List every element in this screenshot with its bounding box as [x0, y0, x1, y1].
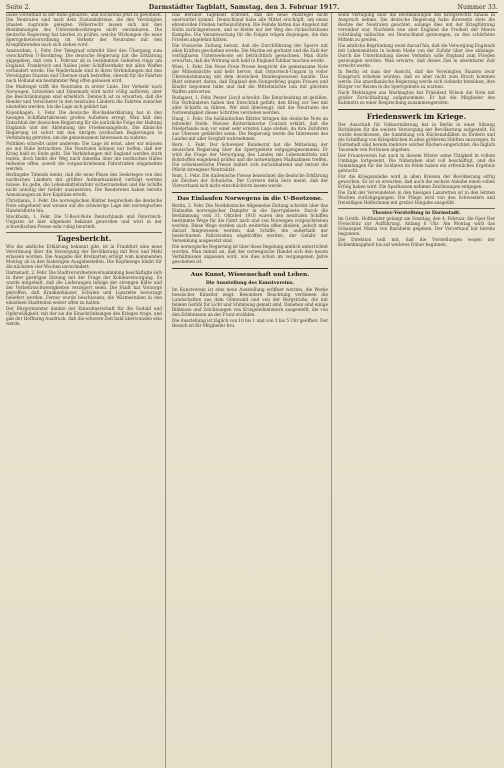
- article-paragraph: Kopenhagen, 1. Febr. Die deutsche Blockadeerklärung hat in den hiesigen Schiffahrtskreisen großes Aufsehen erregt. Man hält den Entschluß der deutschen Regierung für die natürliche Folge der Haltung Englands und der Ablehnung des Friedensangebots. Die dänische Regierung ist sofort mit den übrigen nordischen Regierungen in Verbindung getreten, um die gemeinsamen Interessen zu wahren.: [6, 111, 162, 141]
- page-header: [6, 4, 498, 13]
- article-paragraph: Wie die amtliche Erklärung bekannt gibt, ist in Frankfurt eine neue Verordnung über die Versorgung der Bevölkerung mit Brot und Mehl erlassen worden. Die Ausgabe der Brotkarten erfolgt vom kommenden Montag ab in den bisherigen Ausgabestellen. Die Kopfmenge bleibt für die nächsten vier Wochen unverändert.: [6, 244, 162, 270]
- article-paragraph: Die Direktion teilt mit, daß die Vorstellungen wegen der Kohlenknappheit bis auf weiteres früher beginnen.: [338, 238, 495, 249]
- section-heading: Das Einlaufen Norwegens in die U-Bootzone.: [177, 196, 323, 202]
- masthead-title: Darmstädter Tagblatt, Samstag, den 3. Februar 1917.: [148, 4, 340, 11]
- columns: [6, 13, 498, 768]
- article-paragraph: Darmstadt, 2. Febr. Die Stadtverordnetenversammlung beschäftigte sich in ihrer gestrigen Sitzung mit der Frage der Kohlenversorgung. Es wurde mitgeteilt, daß die Lieferungen infolge der strengen Kälte und der Verkehrsschwierigkeiten verzögert seien. Die Stadt hat Vorsorge getroffen, daß Krankenhäuser, Schulen und Lazarette bevorzugt beliefert werden. Ferner wurde beschlossen, die Wärmestuben in den einzelnen Stadtteilen weiter offen zu halten.: [6, 270, 162, 306]
- article-paragraph: Die Ausstellung ist täglich von 10 bis 1 und von 3 bis 5 Uhr geöffnet. Der Besuch ist für Mitglieder frei.: [172, 318, 328, 329]
- section-heading: Tagesbericht.: [56, 234, 112, 243]
- article-paragraph: Bern, 1. Febr. Der Schweizer Bundesrat hat die Mitteilung der deutschen Regierung über die Sperrgebiete entgegengenommen. Er wird die Frage der Versorgung des Landes mit Lebensmitteln und Rohstoffen eingehend prüfen und die notwendigen Maßnahmen treffen. Die schweizerische Presse äußert sich zurückhaltend und betont die Pflicht strengster Neutralität.: [172, 143, 328, 173]
- column-rule: [172, 268, 328, 269]
- article-paragraph: seine Verfügung über die Bestimmungen des Kriegsrechts hinaus in Anspruch nehme. Die deutsche Regierung habe ihrerseits stets die Rechte der Neutralen geachtet, solange dies mit der Kriegführung vereinbar war. Nachdem nun aber England die Freiheit der Meere vollständig mißachte, sei Deutschland gezwungen, zu den schärfsten Mitteln zu greifen.: [338, 13, 495, 43]
- column-rule: [338, 109, 495, 110]
- article-paragraph: Haag, 1. Febr. Die holländischen Blätter bringen die deutsche Note an leitender Stelle. Nieuwe Rotterdamsche Courant erklärt, daß die Niederlande nun vor einer sehr ernsten Lage stehen, da ihre Zufuhren aus Übersee gefährdet seien. Die Regierung werde die Interessen des Landes mit aller Sorgfalt wahrnehmen.: [172, 117, 328, 142]
- article-paragraph: Berlin, 2. Febr. Die Norddeutsche Allgemeine Zeitung schreibt über das Einlaufen norwegischer Dampfer in die Sperrgebiete: Durch die Bestimmung vom 31. Oktober 1916 waren den neutralen Schiffen bestimmte Wege für die Fahrt nach und von Norwegen vorgeschrieben worden. Diese Wege werden auch weiterhin offen bleiben, jedoch muß darauf hingewiesen werden, daß Schiffe, die außerhalb der bezeichneten Fahrstraßen angetroffen werden, der Gefahr der Versenkung ausgesetzt sind.: [172, 204, 328, 244]
- article-paragraph: Budapest, 1. Febr. Pester Lloyd schreibt: Die Entscheidung ist gefallen. Die Verbündeten haben den Entschluß gefaßt, den Krieg zur See mit aller Schärfe zu führen. Wir sind überzeugt, daß die Neutralen die Notwendigkeit dieses Schrittes verstehen werden.: [172, 96, 328, 116]
- article-paragraph: Rom, 1. Febr. Die italienische Presse bezeichnet die deutsche Erklärung als Zeichen der Schwäche. Der Corriere della Sera meint, daß der Vierverband sich nicht einschüchtern lassen werde.: [172, 174, 328, 189]
- article-paragraph: Für die Kriegsanleihe wird in allen Kreisen der Bevölkerung eifrig geworben. Es ist zu erwarten, daß auch die sechste Anleihe einen vollen Erfolg haben wird. Die Sparkassen nehmen Zeichnungen entgegen.: [338, 174, 495, 190]
- column-rule: [6, 232, 162, 233]
- article-paragraph: Politiken schreibt unter anderem: Die Lage ist ernst, aber wir müssen sie mit Ruhe betrachten. Die Neutralen können nur hoffen, daß der Krieg bald zu Ende geht. Die Verbindungen mit England werden stark leiden, doch bleibt der Weg nach Amerika über die nordischen Häfen teilweise offen, soweit die vorgeschriebenen Fahrstraßen eingehalten werden.: [6, 142, 162, 172]
- page-number: Seite 2.: [6, 4, 31, 11]
- article-paragraph: Die Vossische Zeitung betont, daß die Durchführung der Sperre mit allen Kräften geschehen werde. Die Marine sei gerüstet und die Zahl der verfügbaren Unterseeboote sei beträchtlich gewachsen. Man dürfe erwarten, daß die Wirkung sich bald in England fühlbar machen werde.: [172, 44, 328, 64]
- article-paragraph: In Berlin ist man der Ansicht, daß die Vereinigten Staaten zwar Einspruch erheben würden, daß es aber nicht zum Bruch kommen werde. Die amerikanische Regierung werde sich vielmehr bemühen, ihre Bürger vor Reisen in die Sperrgebiete zu warnen.: [338, 70, 495, 90]
- article-paragraph: Im Großh. Hoftheater gelangt am Sonntag, den 4. Februar, die Oper Der Freischütz zur Aufführung. Anfang 6 Uhr. Am Montag wird das Schauspiel Minna von Barnhelm gegeben. Der Vorverkauf hat bereits begonnen.: [338, 217, 495, 238]
- article-paragraph: Christiania, 1. Febr. Die norwegischen Blätter besprechen die deutsche Note eingehend und weisen auf die schwierige Lage der norwegischen Handelsflotte hin.: [6, 199, 162, 214]
- article-paragraph: Die norwegische Regierung ist über diese Regelung amtlich unterrichtet worden. Man nimmt an, daß der norwegische Handel sich den neuen Verhältnissen anpassen wird, wie dies schon im vergangenen Jahre geschehen ist.: [172, 245, 328, 265]
- article-paragraph: Die Zahl der Verwundeten in den hiesigen Lazaretten ist in den letzten Wochen zurückgegangen. Die Pflege wird von den Schwestern und freiwilligen Helferinnen mit großer Hingabe ausgeübt.: [338, 190, 495, 206]
- section-heading: Theater-Vorstellung in Darmstadt.: [372, 210, 461, 216]
- column-1: [6, 13, 166, 768]
- section-heading: Die Ausstellung des Kunstvereins.: [205, 281, 295, 286]
- section-heading: Aus Kunst, Wissenschaft und Leben.: [190, 272, 310, 278]
- article-paragraph: Der Ausschuß für Volksernährung hat in Berlin in einer Sitzung Richtlinien für die weitere Versorgung der Bevölkerung aufgestellt. Es wurde beschlossen, die Sammlung von Küchenabfällen zu fördern und die Schaffung von Kriegsküchen in allen größeren Städten anzuregen. In Darmstadt sind bereits mehrere solcher Küchen eingerichtet, die täglich Tausende von Portionen abgeben.: [338, 122, 495, 153]
- article-paragraph: Die Maßregel trifft die Neutralen in erster Linie. Der Verkehr nach Norwegen, Schweden und Dänemark wird nicht völlig aufhören, aber die Beschränkungen sind erheblich. Dennoch ist zu erwarten, daß die Reeder und Versicherer in den neutralen Ländern die Fahrten zunächst einstellen werden, bis die Lage sich geklärt hat.: [6, 85, 162, 110]
- article-paragraph: Das Berliner Tageblatt schreibt, daß die neue Maßregel nicht unerwartet kommt. Deutschland habe alle Mittel erschöpft, um einen ehrenvollen Frieden herbeizuführen. Die Feinde hätten das Angebot mit Hohn zurückgewiesen, und so bleibe nur der Weg des rücksichtslosen Kampfes. Die Verantwortung für die Folgen trügen diejenigen, die den Frieden abgelehnt hätten.: [172, 13, 328, 43]
- article-paragraph: Stockholm, 1. Febr. Die U-Boot-Note Deutschlands und Österreich-Ungarns ist hier allgemein bekannt geworden und wird in der schwedischen Presse sehr ruhig beurteilt.: [6, 215, 162, 230]
- column-rule: [338, 208, 495, 209]
- article-paragraph: Amsterdam, 1. Febr. Der Telegraaf schreibt über den Übergang zum verschärften U-Bootkrieg: Die deutsche Regierung hat die Erklärung abgegeben, daß vom 1. Februar ab in bestimmten Gebieten rings um England, Frankreich und Italien jeder Schiffsverkehr mit allen Waffen verhindert werde. Die Niederlande sind in ihren Verbindungen mit den Vereinigten Staaten und Übersee stark betroffen, obwohl für die Fahrten nach Holland ein bestimmter Weg offen gelassen wird.: [6, 49, 162, 84]
- column-3: [338, 13, 498, 768]
- column-2: [172, 13, 332, 768]
- article-paragraph: Nach Meldungen aus Washington hat Präsident Wilson die Note mit großer Zurückhaltung aufgenommen. Er hat die Mitglieder des Kabinetts zu einer Besprechung zusammengerufen.: [338, 91, 495, 106]
- issue-number: Nummer 33.: [457, 4, 498, 11]
- article-paragraph: Der Frauenverein hat auch in diesem Winter seine Tätigkeit in vollem Umfange fortgesetzt. Die Nähstuben sind voll beschäftigt, und die Sammlungen für die Soldaten im Felde haben ein erfreuliches Ergebnis gebracht.: [338, 153, 495, 174]
- article-paragraph: Berlingske Tidende meint, daß die neue Phase des Seekrieges von den nordischen Ländern mit größter Aufmerksamkeit verfolgt werden müsse. Es gelte, die Lebensmittelzufuhr sicherzustellen und die Schiffe nicht unnötig der Gefahr auszusetzen. Die Reedereien haben bereits Anweisungen an ihre Kapitäne erteilt.: [6, 173, 162, 198]
- article-paragraph: Die amtliche Begründung weist darauf hin, daß die Versorgung Englands mit Lebensmitteln in hohem Maße von der Zufuhr über See abhänge. Durch die Unterbindung dieses Verkehrs solle England zum Frieden gezwungen werden. Man erwarte, daß dieses Ziel in absehbarer Zeit erreicht werde.: [338, 44, 495, 69]
- column-rule: [172, 192, 328, 193]
- article-paragraph: Der Bürgermeister dankte der Einwohnerschaft für die Geduld und Opferwilligkeit, mit der sie die Einschränkungen des Krieges trage, und gab der Hoffnung Ausdruck, daß die schwere Zeit bald überwunden sein werde.: [6, 306, 162, 327]
- article-paragraph: Wien, 1. Febr. Die Neue Freie Presse bespricht die gemeinsame Note der Mittelmächte und hebt hervor, daß Österreich-Ungarn in voller Übereinstimmung mit dem deutschen Bundesgenossen handle. Das Blatt erinnert daran, daß England den Hungerkrieg gegen Frauen und Kinder begonnen habe und daß die Mittelmächte nun mit gleichen Waffen antworten.: [172, 65, 328, 95]
- article-paragraph: laube vorenthält in der Ruhe gehalten, und höchstens jetzt zu gewinnen. Die Neutralen sind nach dem Zustandskreise, die den Vereinigten Staaten zugrunde gelegten Völkerrecht lassen sich mit den Bestimmungen des Unterseebootkrieges nicht vereinbaren. Die deutsche Regierung hat hierbei zu prüfen, welche Wirkungen die neue Sperrgebietsverordnung im Verkehr der Neutralen mit den Kriegführenden nach sich ziehen wird.: [6, 13, 162, 48]
- article-paragraph: Im Kunstverein ist eine neue Ausstellung eröffnet worden, die Werke hessischer Künstler zeigt. Besondere Beachtung verdienen die Landschaften aus dem Odenwald und von der Bergstraße, die mit feinem Gefühl für Licht und Stimmung gemalt sind. Daneben sind einige Bildnisse und Zeichnungen von Kriegsteilnehmern ausgestellt, die von den Erlebnissen an der Front erzählen.: [172, 287, 328, 318]
- section-heading: Friedenswerk im Kriege.: [366, 112, 467, 121]
